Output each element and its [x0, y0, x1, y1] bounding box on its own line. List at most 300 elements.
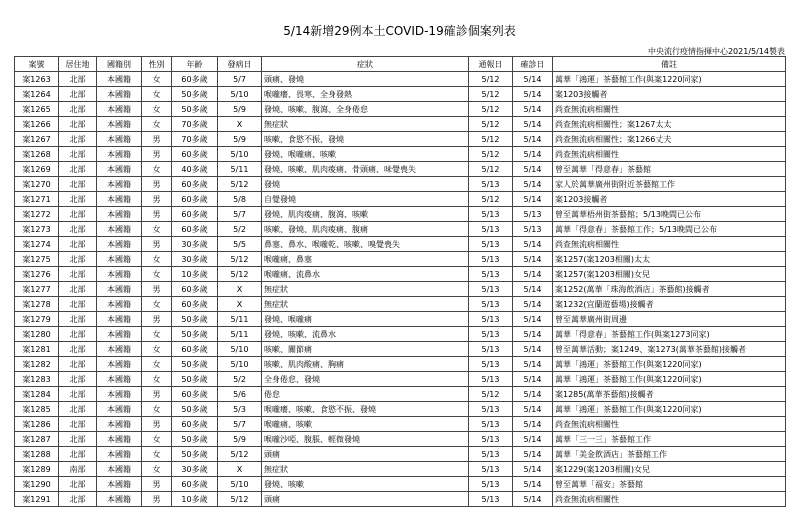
nationality-cell: 本國籍 [97, 432, 142, 447]
residence-cell: 北部 [59, 402, 97, 417]
symptoms-cell: 咳嗽、關節痛 [262, 342, 469, 357]
notes-cell: 曾至萬華活動；案1249、案1273(萬華茶藝館)接觸者 [553, 342, 786, 357]
table-row [15, 477, 786, 492]
age-cell: 30多歲 [172, 462, 218, 477]
symptoms-cell: 頭痛、發燒 [262, 72, 469, 87]
notes-cell: 尚查無流病相關性 [553, 147, 786, 162]
onset-date-cell: 5/10 [218, 357, 262, 372]
nationality-cell: 本國籍 [97, 372, 142, 387]
confirm-date-cell: 5/14 [513, 372, 553, 387]
confirm-date-cell: 5/13 [513, 207, 553, 222]
table-row [15, 312, 786, 327]
residence-cell: 北部 [59, 192, 97, 207]
onset-date-cell: 5/2 [218, 372, 262, 387]
case-no-cell: 案1276 [15, 267, 59, 282]
report-date-cell: 5/13 [469, 402, 513, 417]
case-no-cell: 案1269 [15, 162, 59, 177]
residence-cell: 南部 [59, 462, 97, 477]
age-cell: 60多歲 [172, 222, 218, 237]
notes-cell: 萬華「三一三」茶藝館工作 [553, 432, 786, 447]
onset-date-cell: X [218, 462, 262, 477]
case-no-cell: 案1291 [15, 492, 59, 507]
source-note: 中央流行疫情指揮中心2021/5/14製表 [647, 47, 785, 56]
symptoms-cell: 無症狀 [262, 462, 469, 477]
report-date-cell: 5/13 [469, 432, 513, 447]
onset-date-cell: 5/11 [218, 327, 262, 342]
onset-date-cell: 5/7 [218, 72, 262, 87]
residence-cell: 北部 [59, 282, 97, 297]
notes-cell: 尚查無流病相關性 [553, 237, 786, 252]
confirm-date-cell: 5/14 [513, 342, 553, 357]
onset-date-cell: 5/2 [218, 222, 262, 237]
symptoms-cell: 頭痛 [262, 447, 469, 462]
age-cell: 70多歲 [172, 132, 218, 147]
onset-date-cell: 5/10 [218, 477, 262, 492]
sex-cell: 女 [142, 357, 172, 372]
symptoms-cell: 倦怠 [262, 387, 469, 402]
residence-cell: 北部 [59, 252, 97, 267]
sex-cell: 女 [142, 372, 172, 387]
residence-cell: 北部 [59, 117, 97, 132]
case-no-cell: 案1290 [15, 477, 59, 492]
sex-cell: 女 [142, 297, 172, 312]
age-cell: 50多歲 [172, 402, 218, 417]
case-no-cell: 案1267 [15, 132, 59, 147]
nationality-cell: 本國籍 [97, 117, 142, 132]
sex-cell: 女 [142, 72, 172, 87]
age-cell: 60多歲 [172, 192, 218, 207]
residence-cell: 北部 [59, 87, 97, 102]
residence-cell: 北部 [59, 357, 97, 372]
table-row [15, 102, 786, 117]
residence-cell: 北部 [59, 237, 97, 252]
onset-date-cell: 5/10 [218, 87, 262, 102]
table-header-row [15, 57, 786, 72]
table-row [15, 207, 786, 222]
age-cell: 60多歲 [172, 147, 218, 162]
onset-date-cell: 5/12 [218, 492, 262, 507]
notes-cell: 案1232(宜蘭遊藝場)接觸者 [553, 297, 786, 312]
sex-cell: 女 [142, 252, 172, 267]
symptoms-cell: 發燒、咳嗽、流鼻水 [262, 327, 469, 342]
age-cell: 50多歲 [172, 327, 218, 342]
age-cell: 60多歲 [172, 282, 218, 297]
age-cell: 60多歲 [172, 477, 218, 492]
nationality-cell: 本國籍 [97, 312, 142, 327]
notes-cell: 尚查無流病相關性 [553, 417, 786, 432]
nationality-cell: 本國籍 [97, 387, 142, 402]
residence-cell: 北部 [59, 417, 97, 432]
report-date-cell: 5/13 [469, 282, 513, 297]
table-row [15, 87, 786, 102]
confirm-date-cell: 5/14 [513, 357, 553, 372]
onset-date-cell: 5/10 [218, 342, 262, 357]
notes-cell: 曾至萬華「得意春」茶藝館 [553, 162, 786, 177]
nationality-cell: 本國籍 [97, 72, 142, 87]
report-date-cell: 5/13 [469, 207, 513, 222]
report-date-cell: 5/13 [469, 222, 513, 237]
symptoms-cell: 喉嚨沙啞、腹脹、輕微發燒 [262, 432, 469, 447]
table-row [15, 462, 786, 477]
age-cell: 60多歲 [172, 342, 218, 357]
notes-cell: 曾至萬華廣州街周邊 [553, 312, 786, 327]
case-no-cell: 案1284 [15, 387, 59, 402]
age-cell: 60多歲 [172, 417, 218, 432]
sex-cell: 男 [142, 132, 172, 147]
report-date-cell: 5/13 [469, 267, 513, 282]
sex-cell: 男 [142, 387, 172, 402]
report-date-cell: 5/13 [469, 462, 513, 477]
table-row [15, 222, 786, 237]
report-date-cell: 5/12 [469, 87, 513, 102]
confirm-date-cell: 5/14 [513, 237, 553, 252]
nationality-cell: 本國籍 [97, 237, 142, 252]
confirm-date-cell: 5/14 [513, 162, 553, 177]
nationality-cell: 本國籍 [97, 297, 142, 312]
residence-cell: 北部 [59, 342, 97, 357]
onset-date-cell: 5/9 [218, 102, 262, 117]
notes-cell: 家人於萬華廣州街附近茶藝館工作 [553, 177, 786, 192]
confirm-date-cell: 5/13 [513, 222, 553, 237]
symptoms-cell: 喉嚨痛、鼻塞 [262, 252, 469, 267]
confirm-date-cell: 5/14 [513, 267, 553, 282]
report-date-cell: 5/13 [469, 177, 513, 192]
residence-cell: 北部 [59, 372, 97, 387]
residence-cell: 北部 [59, 207, 97, 222]
table-row [15, 342, 786, 357]
report-date-cell: 5/13 [469, 477, 513, 492]
residence-cell: 北部 [59, 492, 97, 507]
case-no-cell: 案1264 [15, 87, 59, 102]
symptoms-cell: 發燒 [262, 177, 469, 192]
table-row [15, 402, 786, 417]
report-date-cell: 5/13 [469, 312, 513, 327]
report-date-cell: 5/12 [469, 162, 513, 177]
table-row [15, 282, 786, 297]
age-cell: 50多歲 [172, 447, 218, 462]
symptoms-cell: 發燒、肌肉痠痛、腹瀉、咳嗽 [262, 207, 469, 222]
onset-date-cell: 5/12 [218, 177, 262, 192]
confirm-date-cell: 5/14 [513, 492, 553, 507]
residence-cell: 北部 [59, 297, 97, 312]
notes-cell: 尚查無流病相關性 [553, 102, 786, 117]
onset-date-cell: X [218, 282, 262, 297]
page-title: 5/14新增29例本土COVID-19確診個案列表 [283, 24, 516, 38]
notes-cell: 萬華「得意春」茶藝館工作(與案1273同家) [553, 327, 786, 342]
nationality-cell: 本國籍 [97, 447, 142, 462]
case-no-cell: 案1289 [15, 462, 59, 477]
symptoms-cell: 喉嚨痛、流鼻水 [262, 267, 469, 282]
report-date-cell: 5/13 [469, 327, 513, 342]
onset-date-cell: 5/6 [218, 387, 262, 402]
symptoms-cell: 咳嗽、食慾不振、發燒 [262, 132, 469, 147]
case-no-cell: 案1281 [15, 342, 59, 357]
symptoms-cell: 喉嚨痛、咳嗽 [262, 417, 469, 432]
age-cell: 50多歲 [172, 372, 218, 387]
nationality-cell: 本國籍 [97, 207, 142, 222]
residence-cell: 北部 [59, 387, 97, 402]
nationality-cell: 本國籍 [97, 102, 142, 117]
report-date-cell: 5/13 [469, 252, 513, 267]
header-report-date: 通報日 [469, 57, 513, 72]
nationality-cell: 本國籍 [97, 402, 142, 417]
confirm-date-cell: 5/14 [513, 402, 553, 417]
residence-cell: 北部 [59, 432, 97, 447]
case-no-cell: 案1286 [15, 417, 59, 432]
onset-date-cell: 5/5 [218, 237, 262, 252]
report-date-cell: 5/13 [469, 417, 513, 432]
table-row [15, 447, 786, 462]
onset-date-cell: 5/8 [218, 192, 262, 207]
sex-cell: 女 [142, 117, 172, 132]
age-cell: 30多歲 [172, 252, 218, 267]
symptoms-cell: 喉嚨癢、咳嗽、食慾不振、發燒 [262, 402, 469, 417]
report-date-cell: 5/12 [469, 102, 513, 117]
case-no-cell: 案1268 [15, 147, 59, 162]
notes-cell: 曾至萬華梧州街茶藝館；5/13晚間已公布 [553, 207, 786, 222]
sex-cell: 女 [142, 342, 172, 357]
report-date-cell: 5/12 [469, 132, 513, 147]
notes-cell: 萬華「鴻運」茶藝館工作(與案1220同家) [553, 402, 786, 417]
residence-cell: 北部 [59, 102, 97, 117]
nationality-cell: 本國籍 [97, 87, 142, 102]
residence-cell: 北部 [59, 267, 97, 282]
table-row [15, 267, 786, 282]
residence-cell: 北部 [59, 132, 97, 147]
age-cell: 10多歲 [172, 492, 218, 507]
nationality-cell: 本國籍 [97, 192, 142, 207]
symptoms-cell: 自覺發燒 [262, 192, 469, 207]
notes-cell: 尚查無流病相關性 [553, 492, 786, 507]
notes-cell: 案1257(案1203相關)女兒 [553, 267, 786, 282]
nationality-cell: 本國籍 [97, 252, 142, 267]
header-sex: 性別 [142, 57, 172, 72]
nationality-cell: 本國籍 [97, 267, 142, 282]
case-no-cell: 案1271 [15, 192, 59, 207]
notes-cell: 案1252(萬華「珠海飲酒店」茶藝館)接觸者 [553, 282, 786, 297]
table-row [15, 177, 786, 192]
symptoms-cell: 無症狀 [262, 282, 469, 297]
symptoms-cell: 全身倦怠、發燒 [262, 372, 469, 387]
case-no-cell: 案1280 [15, 327, 59, 342]
header-confirm-date: 確診日 [513, 57, 553, 72]
nationality-cell: 本國籍 [97, 342, 142, 357]
report-date-cell: 5/13 [469, 492, 513, 507]
nationality-cell: 本國籍 [97, 147, 142, 162]
sex-cell: 女 [142, 162, 172, 177]
confirm-date-cell: 5/14 [513, 387, 553, 402]
symptoms-cell: 頭痛 [262, 492, 469, 507]
age-cell: 10多歲 [172, 267, 218, 282]
residence-cell: 北部 [59, 447, 97, 462]
residence-cell: 北部 [59, 177, 97, 192]
case-no-cell: 案1288 [15, 447, 59, 462]
confirm-date-cell: 5/14 [513, 462, 553, 477]
notes-cell: 萬華「鴻運」茶藝館工作(與案1220同家) [553, 372, 786, 387]
nationality-cell: 本國籍 [97, 462, 142, 477]
confirm-date-cell: 5/14 [513, 192, 553, 207]
residence-cell: 北部 [59, 72, 97, 87]
case-no-cell: 案1270 [15, 177, 59, 192]
age-cell: 50多歲 [172, 357, 218, 372]
age-cell: 30多歲 [172, 237, 218, 252]
table-row [15, 357, 786, 372]
sex-cell: 女 [142, 87, 172, 102]
case-table [14, 56, 786, 507]
sex-cell: 女 [142, 432, 172, 447]
report-date-cell: 5/13 [469, 342, 513, 357]
sex-cell: 女 [142, 222, 172, 237]
nationality-cell: 本國籍 [97, 357, 142, 372]
report-date-cell: 5/12 [469, 387, 513, 402]
confirm-date-cell: 5/14 [513, 297, 553, 312]
symptoms-cell: 咳嗽、肌肉酸痛、胸痛 [262, 357, 469, 372]
sex-cell: 男 [142, 492, 172, 507]
confirm-date-cell: 5/14 [513, 102, 553, 117]
residence-cell: 北部 [59, 222, 97, 237]
sex-cell: 女 [142, 402, 172, 417]
table-row [15, 147, 786, 162]
sex-cell: 男 [142, 237, 172, 252]
sex-cell: 女 [142, 447, 172, 462]
report-date-cell: 5/13 [469, 447, 513, 462]
onset-date-cell: X [218, 117, 262, 132]
age-cell: 60多歲 [172, 72, 218, 87]
notes-cell: 案1257(案1203相關)太太 [553, 252, 786, 267]
case-no-cell: 案1272 [15, 207, 59, 222]
report-date-cell: 5/13 [469, 357, 513, 372]
notes-cell: 萬華「得意春」茶藝館工作；5/13晚間已公布 [553, 222, 786, 237]
case-no-cell: 案1287 [15, 432, 59, 447]
residence-cell: 北部 [59, 327, 97, 342]
onset-date-cell: 5/12 [218, 267, 262, 282]
confirm-date-cell: 5/14 [513, 252, 553, 267]
age-cell: 40多歲 [172, 162, 218, 177]
age-cell: 60多歲 [172, 207, 218, 222]
confirm-date-cell: 5/14 [513, 282, 553, 297]
sex-cell: 男 [142, 312, 172, 327]
nationality-cell: 本國籍 [97, 477, 142, 492]
onset-date-cell: 5/3 [218, 402, 262, 417]
table-row [15, 162, 786, 177]
symptoms-cell: 發燒、咳嗽、腹瀉、全身倦怠 [262, 102, 469, 117]
notes-cell: 案1285(萬華茶藝館)接觸者 [553, 387, 786, 402]
table-row [15, 252, 786, 267]
nationality-cell: 本國籍 [97, 417, 142, 432]
onset-date-cell: 5/12 [218, 252, 262, 267]
onset-date-cell: 5/10 [218, 147, 262, 162]
report-date-cell: 5/13 [469, 372, 513, 387]
header-residence: 居住地 [59, 57, 97, 72]
sex-cell: 男 [142, 282, 172, 297]
header-symptoms: 症狀 [262, 57, 469, 72]
case-no-cell: 案1279 [15, 312, 59, 327]
symptoms-cell: 無症狀 [262, 297, 469, 312]
sex-cell: 男 [142, 207, 172, 222]
case-no-cell: 案1285 [15, 402, 59, 417]
table-row [15, 492, 786, 507]
report-date-cell: 5/13 [469, 237, 513, 252]
confirm-date-cell: 5/14 [513, 327, 553, 342]
header-case-no: 案號 [15, 57, 59, 72]
nationality-cell: 本國籍 [97, 492, 142, 507]
table-row [15, 372, 786, 387]
table-row [15, 117, 786, 132]
case-no-cell: 案1282 [15, 357, 59, 372]
sex-cell: 女 [142, 267, 172, 282]
symptoms-cell: 咳嗽、發燒、肌肉痠痛、腹痛 [262, 222, 469, 237]
case-no-cell: 案1266 [15, 117, 59, 132]
age-cell: 60多歲 [172, 177, 218, 192]
age-cell: 70多歲 [172, 117, 218, 132]
notes-cell: 曾至萬華「福安」茶藝館 [553, 477, 786, 492]
confirm-date-cell: 5/14 [513, 477, 553, 492]
sex-cell: 男 [142, 177, 172, 192]
notes-cell: 案1203接觸者 [553, 87, 786, 102]
onset-date-cell: 5/7 [218, 417, 262, 432]
notes-cell: 尚查無流病相關性；案1266丈夫 [553, 132, 786, 147]
nationality-cell: 本國籍 [97, 222, 142, 237]
table-row [15, 237, 786, 252]
notes-cell: 萬華「美金飲酒店」茶藝館工作 [553, 447, 786, 462]
symptoms-cell: 鼻塞、鼻水、喉嚨乾、咳嗽、嗅覺喪失 [262, 237, 469, 252]
confirm-date-cell: 5/14 [513, 132, 553, 147]
confirm-date-cell: 5/14 [513, 447, 553, 462]
confirm-date-cell: 5/14 [513, 417, 553, 432]
case-no-cell: 案1278 [15, 297, 59, 312]
residence-cell: 北部 [59, 147, 97, 162]
symptoms-cell: 發燒、咳嗽、肌肉痠痛、骨頭痛、味覺喪失 [262, 162, 469, 177]
case-no-cell: 案1265 [15, 102, 59, 117]
nationality-cell: 本國籍 [97, 177, 142, 192]
sex-cell: 男 [142, 192, 172, 207]
table-row [15, 417, 786, 432]
onset-date-cell: 5/11 [218, 312, 262, 327]
notes-cell: 案1229(案1203相關)女兒 [553, 462, 786, 477]
header-onset-date: 發病日 [218, 57, 262, 72]
sex-cell: 女 [142, 102, 172, 117]
notes-cell: 萬華「鴻運」茶藝館工作(與案1220同家) [553, 357, 786, 372]
notes-cell: 案1203接觸者 [553, 192, 786, 207]
table-row [15, 132, 786, 147]
nationality-cell: 本國籍 [97, 282, 142, 297]
report-date-cell: 5/12 [469, 147, 513, 162]
header-age: 年齡 [172, 57, 218, 72]
case-no-cell: 案1277 [15, 282, 59, 297]
table-row [15, 387, 786, 402]
sex-cell: 男 [142, 477, 172, 492]
age-cell: 60多歲 [172, 387, 218, 402]
onset-date-cell: 5/11 [218, 162, 262, 177]
symptoms-cell: 發燒、喉嚨痛 [262, 312, 469, 327]
confirm-date-cell: 5/14 [513, 312, 553, 327]
nationality-cell: 本國籍 [97, 132, 142, 147]
confirm-date-cell: 5/14 [513, 177, 553, 192]
case-no-cell: 案1275 [15, 252, 59, 267]
confirm-date-cell: 5/14 [513, 147, 553, 162]
onset-date-cell: 5/9 [218, 132, 262, 147]
residence-cell: 北部 [59, 477, 97, 492]
table-row [15, 192, 786, 207]
onset-date-cell: 5/12 [218, 447, 262, 462]
sex-cell: 女 [142, 462, 172, 477]
symptoms-cell: 無症狀 [262, 117, 469, 132]
residence-cell: 北部 [59, 162, 97, 177]
case-no-cell: 案1263 [15, 72, 59, 87]
confirm-date-cell: 5/14 [513, 87, 553, 102]
sex-cell: 女 [142, 327, 172, 342]
header-notes: 備註 [553, 57, 786, 72]
